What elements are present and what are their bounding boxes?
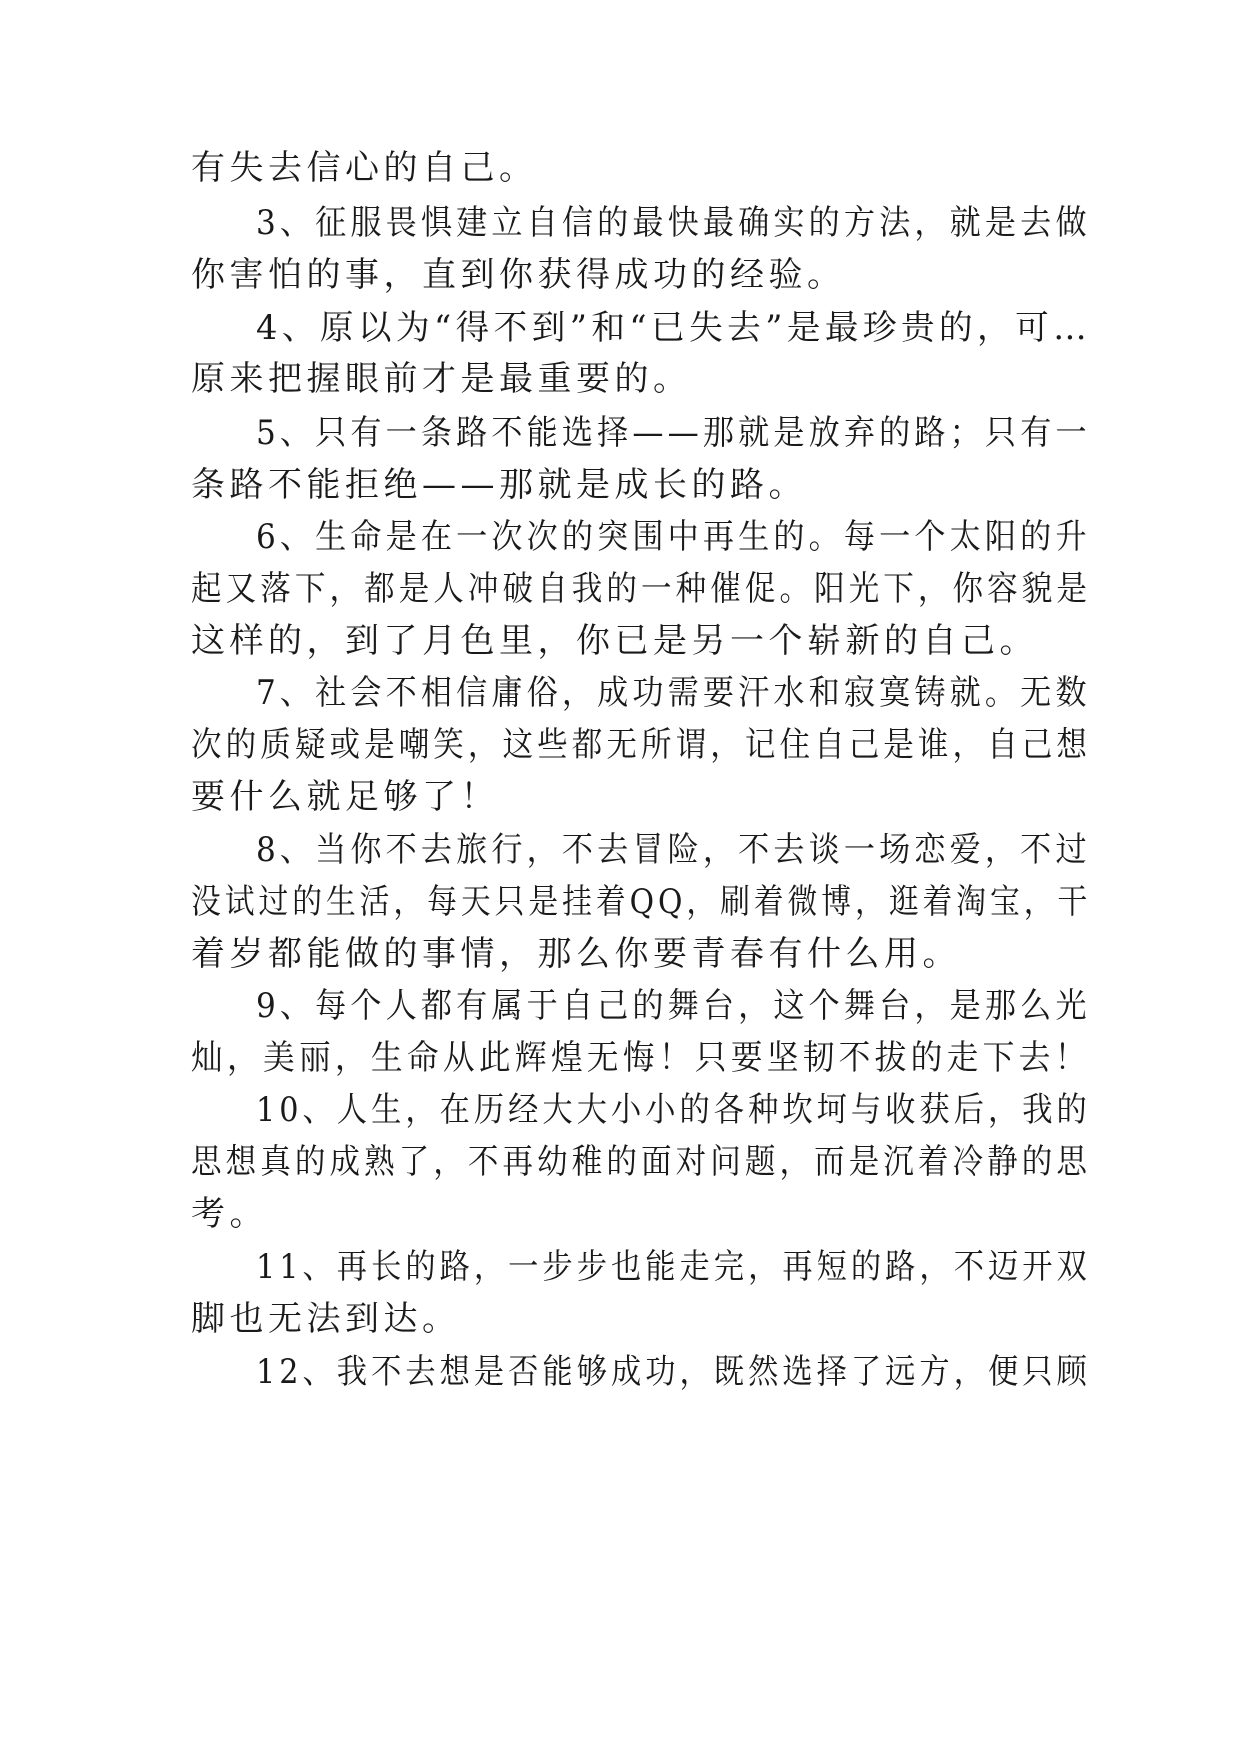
text-line: 5、只有一条路不能选择——那就是放弃的路；只有一 xyxy=(256,413,1091,453)
text-line: 6、生命是在一次次的突围中再生的。每一个太阳的升 xyxy=(256,517,1091,557)
text-line: 12、我不去想是否能够成功，既然选择了远方，便只顾 xyxy=(256,1352,1091,1392)
text-line: 灿，美丽，生命从此辉煌无悔！只要坚韧不拔的走下去！ xyxy=(191,1038,1091,1078)
text-line: 要什么就足够了！ xyxy=(191,777,499,817)
text-line: 脚也无法到达。 xyxy=(191,1299,461,1339)
text-line: 你害怕的事，直到你获得成功的经验。 xyxy=(191,255,846,295)
text-line: 10、人生，在历经大大小小的各种坎坷与收获后，我的 xyxy=(256,1090,1091,1130)
text-line: 原来把握眼前才是最重要的。 xyxy=(191,359,692,399)
text-line: 有失去信心的自己。 xyxy=(191,148,538,188)
text-line: 条路不能拒绝——那就是成长的路。 xyxy=(191,465,807,505)
text-line: 着岁都能做的事情，那么你要青春有什么用。 xyxy=(191,934,961,974)
text-line: 考。 xyxy=(191,1194,268,1234)
text-line: 这样的，到了月色里，你已是另一个崭新的自己。 xyxy=(191,621,1038,661)
text-line: 起又落下，都是人冲破自我的一种催促。阳光下，你容貌是 xyxy=(191,569,1091,609)
text-line: 思想真的成熟了，不再幼稚的面对问题，而是沉着冷静的思 xyxy=(191,1142,1091,1182)
text-line: 4、原以为“得不到”和“已失去”是最珍贵的，可… xyxy=(256,308,1092,348)
text-line: 8、当你不去旅行，不去冒险，不去谈一场恋爱，不过 xyxy=(256,830,1091,870)
text-line: 9、每个人都有属于自己的舞台，这个舞台，是那么光 xyxy=(256,986,1091,1026)
text-line: 3、征服畏惧建立自信的最快最确实的方法，就是去做 xyxy=(256,203,1091,243)
text-line: 没试过的生活，每天只是挂着QQ，刷着微博，逛着淘宝，干 xyxy=(191,882,1092,922)
text-line: 次的质疑或是嘲笑，这些都无所谓，记住自己是谁，自己想 xyxy=(191,725,1091,765)
text-line: 7、社会不相信庸俗，成功需要汗水和寂寞铸就。无数 xyxy=(256,673,1091,713)
text-line: 11、再长的路，一步步也能走完，再短的路，不迈开双 xyxy=(256,1247,1091,1287)
